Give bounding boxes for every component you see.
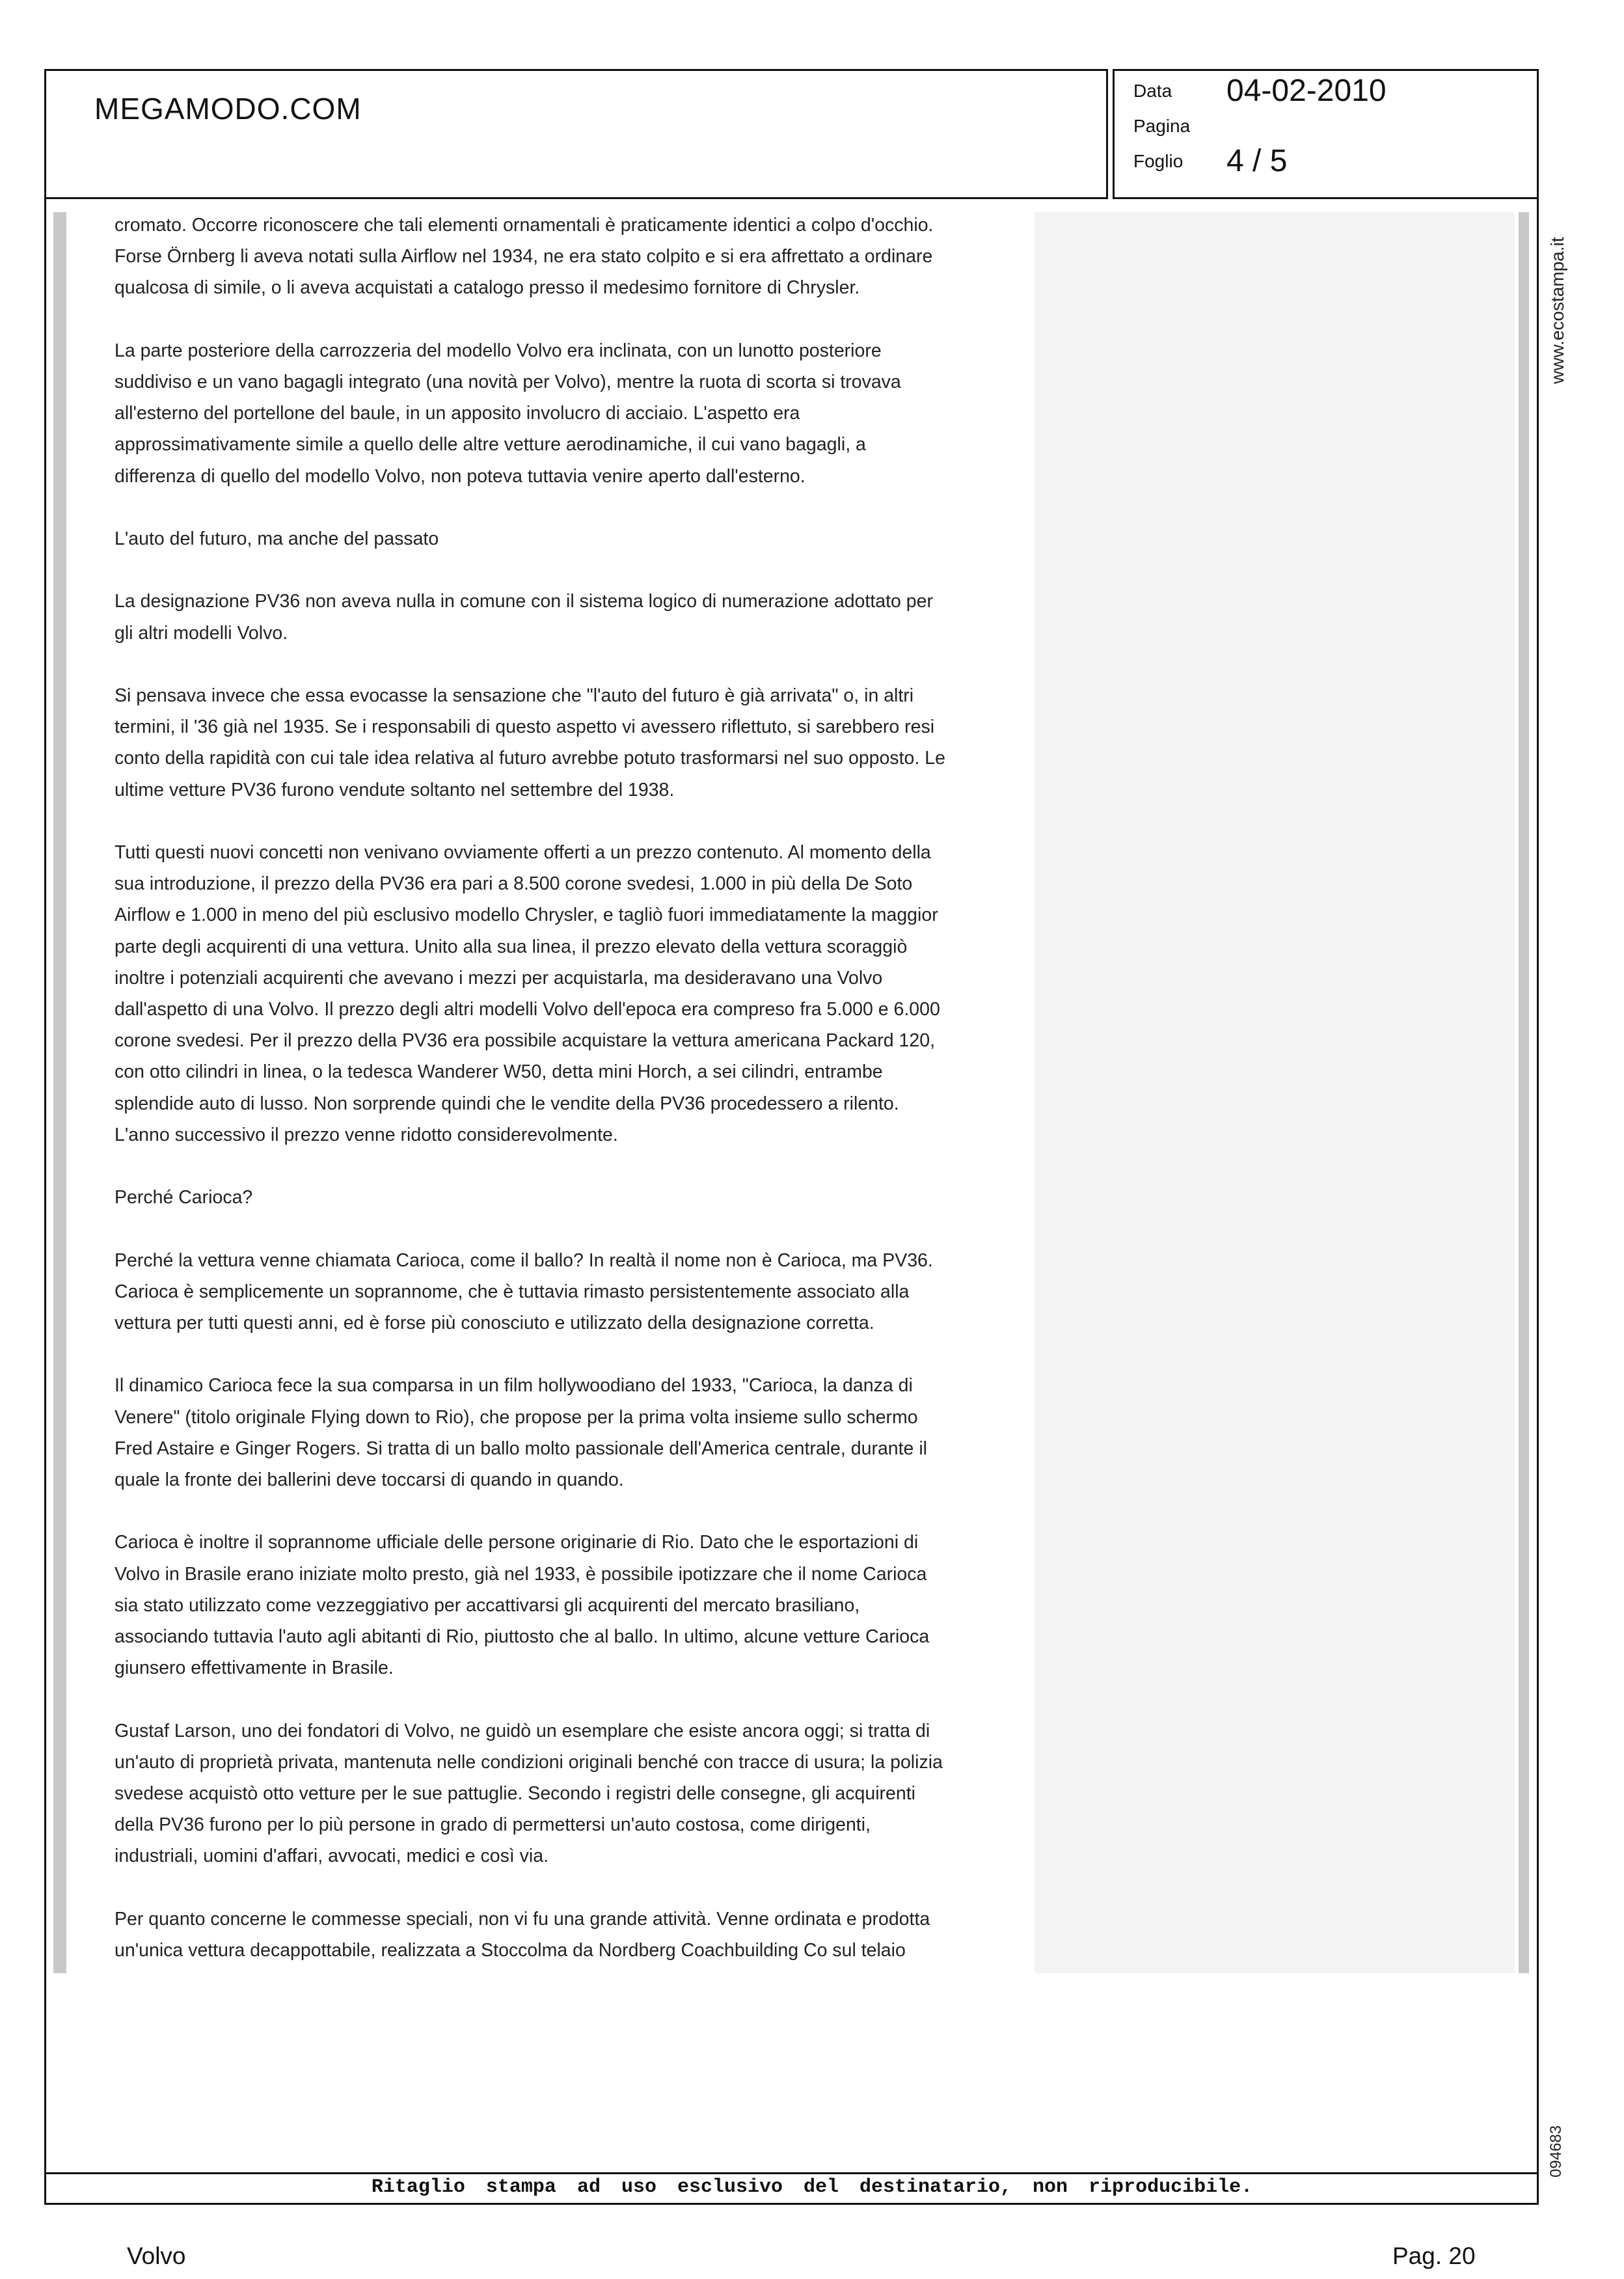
article-subheading: L'auto del futuro, ma anche del passato <box>115 528 439 549</box>
ecostampa-watermark: www.ecostampa.it <box>1547 237 1567 384</box>
article-paragraph: La parte posteriore della carrozzeria del modello Volvo era inclinata, con un lunotto posteriore suddiviso e un vano bagagli integrato (una novità per Volvo), mentre la ruota di scorta si trovava all'esterno del portellone del baule, in un apposito involucro di acciaio. L'aspetto era approssimativamente simile a quello delle altre vetture aerodinamiche, il cui vano bagagli, a differenza di quello del modello Volvo, non poteva tuttavia venire aperto dall'esterno. <box>115 340 901 487</box>
article-paragraph: La designazione PV36 non aveva nulla in comune con il sistema logico di numerazione adottato per gli altri modelli Volvo. <box>115 591 933 644</box>
header-title-box <box>44 69 1108 199</box>
article-paragraph: Si pensava invece che essa evocasse la sensazione che "l'auto del futuro è già arrivata" o, in altri termini, il '36 già nel 1935. Se i responsabili di questo aspetto vi avessero riflettuto, si sarebbero resi conto della rapidità con cui tale idea relativa al futuro avrebbe potuto trasformarsi nel suo opposto. Le ultime vetture PV36 furono vendute soltanto nel settembre del 1938. <box>115 685 945 800</box>
right-margin-bar <box>1519 212 1529 1973</box>
article-paragraph: Perché la vettura venne chiamata Carioca, come il ballo? In realtà il nome non è Carioca, ma PV36. Carioca è semplicemente un soprannome, che è tuttavia rimasto persistentemente associato alla vettura per tutti questi anni, ed è forse più conosciuto e utilizzato della designazione corretta. <box>115 1249 933 1333</box>
left-margin-bar <box>53 212 66 1973</box>
pagina-label: Pagina <box>1133 116 1191 136</box>
data-label: Data <box>1133 81 1172 101</box>
article-paragraph: Il dinamico Carioca fece la sua comparsa in un film hollywoodiano del 1933, "Carioca, la danza di Venere" (titolo originale Flying down to Rio), che propose per la prima volta insieme sullo schermo Fred Astaire e Ginger Rogers. Si tratta di un ballo molto passionale dell'America centrale, durante il quale la fronte dei ballerini deve toccarsi di quando in quando. <box>115 1375 927 1490</box>
right-gray-panel <box>1035 212 1515 1973</box>
article-paragraph: cromato. Occorre riconoscere che tali elementi ornamentali è praticamente identici a colpo d'occhio. Forse Örnberg li aveva notati sulla Airflow nel 1934, ne era stato colpito e si era affrettato a ordinare qualcosa di simile, o li aveva acquistati a catalogo presso il medesimo fornitore di Chrysler. <box>115 215 934 299</box>
document-code: 094683 <box>1547 2125 1565 2177</box>
article-paragraph: Gustaf Larson, uno dei fondatori di Volvo, ne guidò un esemplare che esiste ancora oggi; si tratta di un'auto di proprietà privata, mantenuta nelle condizioni originali benché con tracce di usura; la polizia svedese acquistò otto vetture per le sue pattuglie. Secondo i registri delle consegne, gli acquirenti della PV36 furono per lo più persone in grado di permettersi un'auto costosa, come dirigenti, industriali, uomini d'affari, avvocati, medici e così via. <box>115 1720 943 1867</box>
footer-section-label: Volvo <box>127 2243 186 2269</box>
foglio-label: Foglio <box>1133 151 1184 171</box>
footer-divider <box>44 2172 1539 2174</box>
article-body <box>115 210 999 1997</box>
footer-page-number: Pag. 20 <box>1392 2243 1476 2269</box>
foglio-value: 4 / 5 <box>1226 144 1288 178</box>
disclaimer-text: Ritaglio stampa ad uso esclusivo del destinatario, non riproducibile. <box>371 2176 1253 2198</box>
masthead-title: MEGAMODO.COM <box>94 92 362 126</box>
article-paragraph: Carioca è inoltre il soprannome ufficiale delle persone originarie di Rio. Dato che le esportazioni di Volvo in Brasile erano iniziate molto presto, già nel 1933, è possibile ipotizzare che il nome Carioca sia stato utilizzato come vezzeggiativo per accattivarsi gli acquirenti del mercato brasiliano, associando tuttavia l'auto agli abitanti di Rio, piuttosto che al ballo. In ultimo, alcune vetture Carioca giunsero effettivamente in Brasile. <box>115 1532 930 1679</box>
article-subheading: Perché Carioca? <box>115 1187 253 1208</box>
article-paragraph: Tutti questi nuovi concetti non venivano ovviamente offerti a un prezzo contenuto. Al momento della sua introduzione, il prezzo della PV36 era pari a 8.500 corone svedesi, 1.000 in più della De Soto Airflow e 1.000 in meno del più esclusivo modello Chrysler, e tagliò fuori immediatamente la maggior parte degli acquirenti di una vettura. Unito alla sua linea, il prezzo elevato della vettura scoraggiò inoltre i potenziali acquirenti che avevano i mezzi per acquistarla, ma desideravano una Volvo dall'aspetto di una Volvo. Il prezzo degli altri modelli Volvo dell'epoca era compreso fra 5.000 e 6.000 corone svedesi. Per il prezzo della PV36 era possibile acquistare la vettura americana Packard 120, con otto cilindri in linea, o la tedesca Wanderer W50, detta mini Horch, a sei cilindri, entrambe splendide auto di lusso. Non sorprende quindi che le vendite della PV36 procedessero a rilento. L'anno successivo il prezzo venne ridotto considerevolmente. <box>115 841 940 1145</box>
data-value: 04-02-2010 <box>1226 74 1387 108</box>
article-paragraph: Per quanto concerne le commesse speciali, non vi fu una grande attività. Venne ordinata e prodotta un'unica vettura decappottabile, realizzata a Stoccolma da Nordberg Coachbuilding Co sul telaio <box>115 1908 930 1961</box>
